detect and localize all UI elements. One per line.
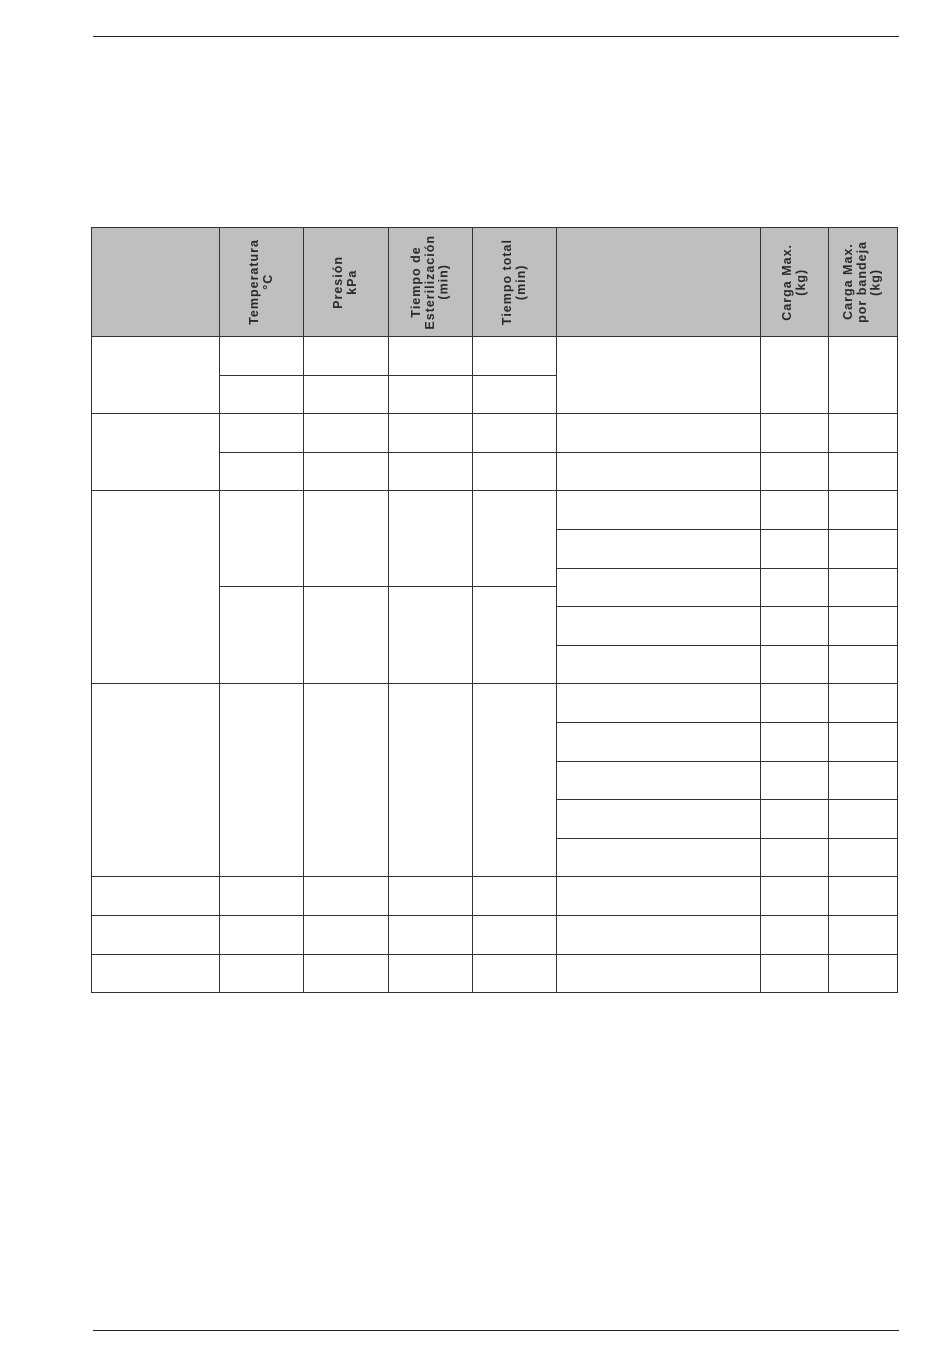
table-row	[92, 491, 898, 510]
table-cell	[389, 877, 473, 916]
table-cell	[304, 375, 389, 414]
header-program	[92, 228, 220, 337]
table-header-row	[92, 228, 898, 337]
table-cell	[389, 491, 473, 587]
program-cell	[92, 337, 220, 414]
header-sterilization-time: Tiempo de Esterilización (min)	[389, 228, 473, 337]
table-cell	[557, 838, 761, 877]
table-cell	[473, 337, 557, 376]
table-cell	[761, 684, 829, 723]
table-cell	[557, 645, 761, 684]
table-cell	[220, 877, 304, 916]
table-cell	[761, 529, 829, 568]
header-load-type	[557, 228, 761, 337]
table-cell	[829, 607, 898, 646]
header-rule	[93, 36, 899, 37]
table-cell	[761, 607, 829, 646]
table-cell	[829, 800, 898, 839]
table-cell	[557, 800, 761, 839]
table-cell	[389, 684, 473, 877]
program-cell	[92, 414, 220, 491]
table-cell	[761, 722, 829, 761]
table-cell	[304, 414, 389, 453]
header-total-time: Tiempo total (min)	[473, 228, 557, 337]
table-cell	[557, 761, 761, 800]
table-cell	[473, 491, 557, 587]
table-cell	[829, 877, 898, 916]
table-row	[92, 684, 898, 723]
table-row	[92, 337, 898, 376]
max-load-per-tray-cell	[829, 337, 898, 414]
table-cell	[473, 587, 557, 684]
table-cell	[389, 414, 473, 453]
table-cell	[829, 568, 898, 607]
table-cell	[761, 877, 829, 916]
table-cell	[761, 452, 829, 491]
table-cell	[473, 877, 557, 916]
table-cell	[557, 915, 761, 954]
table-cell	[829, 529, 898, 568]
table-cell	[557, 491, 761, 530]
table-cell	[761, 915, 829, 954]
max-load-cell	[761, 337, 829, 414]
table-cell	[557, 877, 761, 916]
table-cell	[829, 491, 898, 530]
table-cell	[761, 838, 829, 877]
table-cell	[220, 587, 304, 684]
program-cell	[92, 877, 220, 916]
header-temperature: Temperatura °C	[220, 228, 304, 337]
program-cell	[92, 491, 220, 684]
table-cell	[557, 684, 761, 723]
table-cell	[304, 915, 389, 954]
table-cell	[304, 877, 389, 916]
table-cell	[389, 954, 473, 993]
table-cell	[220, 337, 304, 376]
header-max-load-per-tray: Carga Max. por bandeja (kg)	[829, 228, 898, 337]
table-cell	[557, 568, 761, 607]
table-cell	[761, 800, 829, 839]
table-cell	[473, 915, 557, 954]
program-cell	[92, 915, 220, 954]
table-cell	[389, 337, 473, 376]
table-cell	[304, 452, 389, 491]
table-cell	[557, 452, 761, 491]
table-cell	[557, 722, 761, 761]
table-cell	[829, 645, 898, 684]
table-cell	[829, 761, 898, 800]
table-cell	[473, 375, 557, 414]
table-cell	[220, 684, 304, 877]
table-cell	[557, 607, 761, 646]
table-cell	[304, 337, 389, 376]
table-cell	[473, 452, 557, 491]
table-cell	[761, 568, 829, 607]
sterilization-cycles-table	[91, 227, 898, 993]
header-max-load: Carga Max. (kg)	[761, 228, 829, 337]
table-cell	[829, 954, 898, 993]
table-cell	[829, 722, 898, 761]
table-row	[92, 877, 898, 916]
table-cell	[389, 375, 473, 414]
table-cell	[829, 452, 898, 491]
table-row	[92, 954, 898, 993]
table-cell	[829, 684, 898, 723]
table-cell	[389, 915, 473, 954]
table-cell	[304, 491, 389, 587]
table-cell	[761, 954, 829, 993]
table-cell	[220, 452, 304, 491]
load-type-cell	[557, 337, 761, 414]
table-cell	[473, 414, 557, 453]
table-cell	[304, 954, 389, 993]
table-cell	[761, 645, 829, 684]
table-cell	[220, 414, 304, 453]
table-row	[92, 414, 898, 453]
header-pressure: Presión kPa	[304, 228, 389, 337]
table-cell	[473, 684, 557, 877]
table-cell	[473, 954, 557, 993]
table-cell	[304, 587, 389, 684]
table-cell	[220, 954, 304, 993]
table-cell	[557, 414, 761, 453]
table-cell	[761, 761, 829, 800]
table-cell	[220, 915, 304, 954]
footer-rule	[93, 1330, 899, 1331]
table-row	[92, 915, 898, 954]
table-cell	[829, 838, 898, 877]
program-cell	[92, 954, 220, 993]
table-cell	[220, 375, 304, 414]
table-cell	[389, 587, 473, 684]
table-cell	[761, 491, 829, 530]
table-cell	[829, 915, 898, 954]
program-cell	[92, 684, 220, 877]
table-cell	[220, 491, 304, 587]
table-cell	[557, 954, 761, 993]
table-cell	[389, 452, 473, 491]
table-cell	[761, 414, 829, 453]
table-cell	[829, 414, 898, 453]
table-cell	[304, 684, 389, 877]
table-cell	[557, 529, 761, 568]
